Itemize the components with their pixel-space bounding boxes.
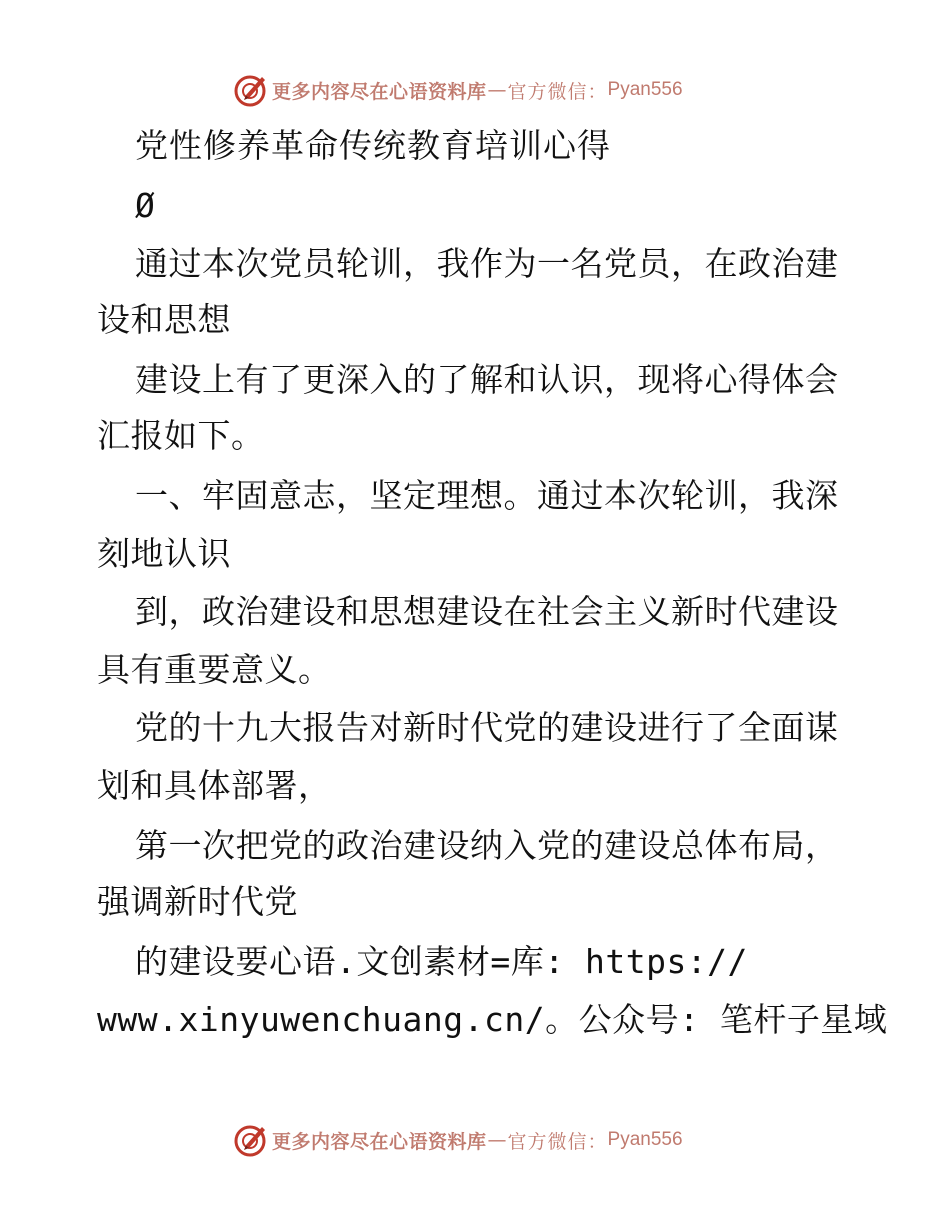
pen-logo-icon (232, 1122, 268, 1158)
body-line: 第一次把党的政治建设纳入党的建设总体布局， (135, 826, 839, 865)
body-line: 到，政治建设和思想建设在社会主义新时代建设 (135, 592, 839, 631)
body-line: 通过本次党员轮训，我作为一名党员，在政治建 (135, 244, 839, 283)
header-wechat-id: Pyan556 (607, 79, 683, 100)
bullet-symbol: Ø (135, 186, 156, 225)
footer-banner (232, 1120, 683, 1160)
body-line: 强调新时代党 (97, 882, 298, 921)
body-line: 一、牢固意志，坚定理想。通过本次轮训，我深 (135, 476, 839, 515)
body-line: 刻地认识 (97, 534, 231, 573)
body-line: 建设上有了更深入的了解和认识，现将心得体会 (135, 360, 839, 399)
pen-logo-icon (232, 72, 268, 108)
header-banner-text: 更多内容尽在心语资料库 (272, 80, 487, 103)
footer-wechat-id: Pyan556 (607, 1129, 683, 1150)
body-line: 的建设要心语.文创素材=库: https:// (135, 942, 748, 981)
body-line: 划和具体部署， (97, 766, 332, 805)
body-line: 汇报如下。 (97, 416, 265, 455)
body-line: 具有重要意义。 (97, 650, 332, 689)
body-line: www.xinyuwenchuang.cn/。公众号: 笔杆子星域 (97, 1000, 888, 1039)
body-line: 设和思想 (97, 300, 231, 339)
footer-banner-dash: — (487, 1129, 507, 1151)
footer-wechat-label: 官方微信： (507, 1130, 608, 1153)
header-banner-dash: — (487, 79, 507, 101)
document-title: 党性修养革命传统教育培训心得 (135, 126, 611, 165)
header-banner (232, 70, 683, 110)
body-line: 党的十九大报告对新时代党的建设进行了全面谋 (135, 708, 839, 747)
header-wechat-label: 官方微信： (507, 80, 608, 103)
footer-banner-text: 更多内容尽在心语资料库 (272, 1130, 487, 1153)
